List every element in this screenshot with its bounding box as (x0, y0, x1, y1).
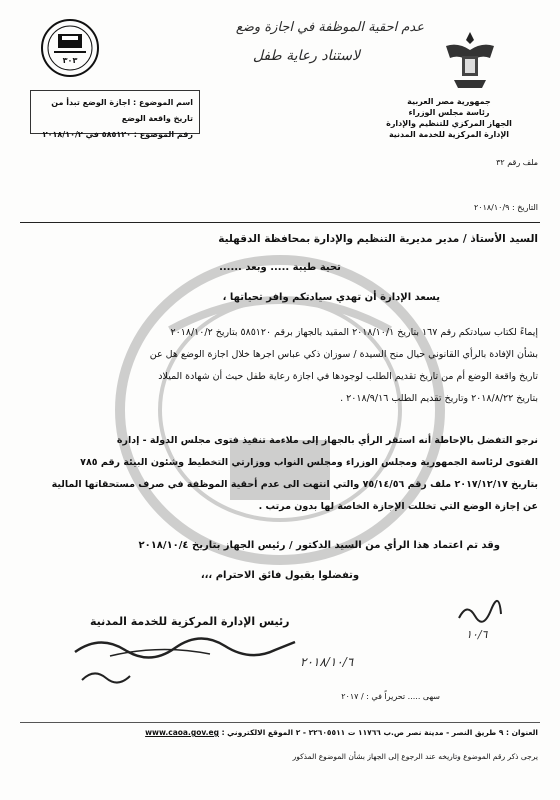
footer-address-text: العنوان : ٩ طريق النصر - مدينة نصر ص.ب ١١٧٦٦ ت ٢٢٦٠٥٥١١ - ٢ الموقع الالكتروني : (221, 728, 538, 737)
logo-caption: ٣٠٣ (62, 56, 78, 65)
header-country: جمهورية مصر العربية (407, 97, 491, 106)
footer-website-link[interactable]: www.caoa.gov.eg (145, 728, 219, 737)
header-cabinet: رئاسة مجلس الوزراء (408, 108, 490, 117)
divider (20, 222, 540, 223)
body-p2-line2: الفتوى لرئاسة الجمهورية ومجلس الوزراء ومجلس النواب ووزارتي التخطيط وشئون البيئة رقم ٧٨٥ (80, 457, 538, 468)
closing-line: وتفضلوا بقبول فائق الاحترام ،،، (200, 570, 360, 581)
signature-title: رئيس الإدارة المركزية للخدمة المدنية (90, 615, 290, 628)
subject-name: اسم الموضوع : اجازة الوضع تبدأ من تاريخ واقعة الوضع (51, 98, 193, 123)
eagle-emblem-icon (440, 28, 500, 92)
body-p1-line1: إيماءً لكتاب سيادتكم رقم ١٦٧ بتاريخ ٢٠١٨/١٠/١ المقيد بالجهاز برقم ٥٨٥١٢٠ بتاريخ ٢٠١٨/١٠/٢ (170, 327, 538, 338)
body-p1-line3: تاريخ واقعة الوضع أم من تاريخ تقديم الطلب لوجودها في اجازة رعاية طفل حيث أن شهادة الميلاد (158, 371, 538, 382)
body-p1-line2: بشأن الإفادة بالرأي القانوني حيال منح السيدة / سوزان ذكي عباس اجرها خلال اجازة الوضع هل عن (149, 349, 538, 360)
copy-line: سهى ..... تحريراً في : / ٢٠١٧ (341, 692, 440, 701)
footer-address (18, 728, 538, 737)
body-p2-line3: بتاريخ ٢٠١٧/١٢/١٧ ملف رقم ٧٥/١٤/٥٦ والتي انتهت الى عدم أحقية الموظفة في صرف مستحقاتها المالية (51, 479, 538, 490)
body-p2-line4: عن إجازة الوضع التي تخللت الإجازة الخاصة لها بدون مرتب . (258, 501, 538, 512)
addressee: السيد الأستاذ / مدير مديرية التنظيم والإدارة بمحافظة الدقهلية (218, 233, 538, 245)
body-p1-line4: بتاريخ ٢٠١٨/٨/٢٢ وتاريخ تقديم الطلب ٢٠١٨/٩/١٦ . (340, 393, 538, 404)
file-number: ملف رقم ٣٢ (496, 158, 538, 167)
footer-note: يرجى ذكر رقم الموضوع وتاريخه عند الرجوع إلى الجهاز بشأن الموضوع المذكور (292, 752, 538, 761)
handwritten-signature (70, 632, 300, 662)
handwritten-date: ٢٠١٨/١٠/٦ (300, 655, 354, 669)
body-paragraph-1 (18, 322, 538, 410)
header-agency-line2: الإدارة المركزية للخدمة المدنية (388, 130, 510, 139)
header-agency-line1: الجهاز المركزي للتنظيم والإدارة (386, 119, 512, 128)
approval-line: وقد تم اعتماد هذا الرأي من السيد الدكتور / رئيس الجهاز بتاريخ ٢٠١٨/١٠/٤ (138, 540, 500, 551)
subject-number: رقم الموضوع : ٥٨٥١٢٠ في ٢٠١٨/١٠/٢ (42, 130, 193, 139)
body-paragraph-2 (18, 430, 538, 518)
scribble-mark (78, 666, 138, 688)
left-emblem-logo (40, 18, 100, 78)
initials-signature (455, 598, 505, 626)
footer-divider (20, 722, 540, 723)
greeting: تحية طيبة ..... وبعد ...... (219, 262, 341, 273)
intro-line: يسعد الإدارة أن تهدي سيادتكم وافر تحياتها ، (222, 292, 440, 303)
body-p2-line1: نرجو التفضل بالإحاطة أنه استقر الرأي بالجهاز إلى ملاءمة تنفيذ فتوى مجلس الدولة - إدارة (116, 435, 538, 446)
handwritten-note-line1: عدم احقية الموظفة في اجازة وضع (235, 20, 424, 35)
handwritten-number: ١٠/٦ (466, 628, 488, 641)
handwritten-note-line2: لاستناد رعاية طفل (252, 48, 360, 64)
sender-header (374, 96, 524, 140)
letter-date: التاريخ : ٢٠١٨/١٠/٩ (473, 203, 538, 212)
subject-box (30, 90, 200, 139)
